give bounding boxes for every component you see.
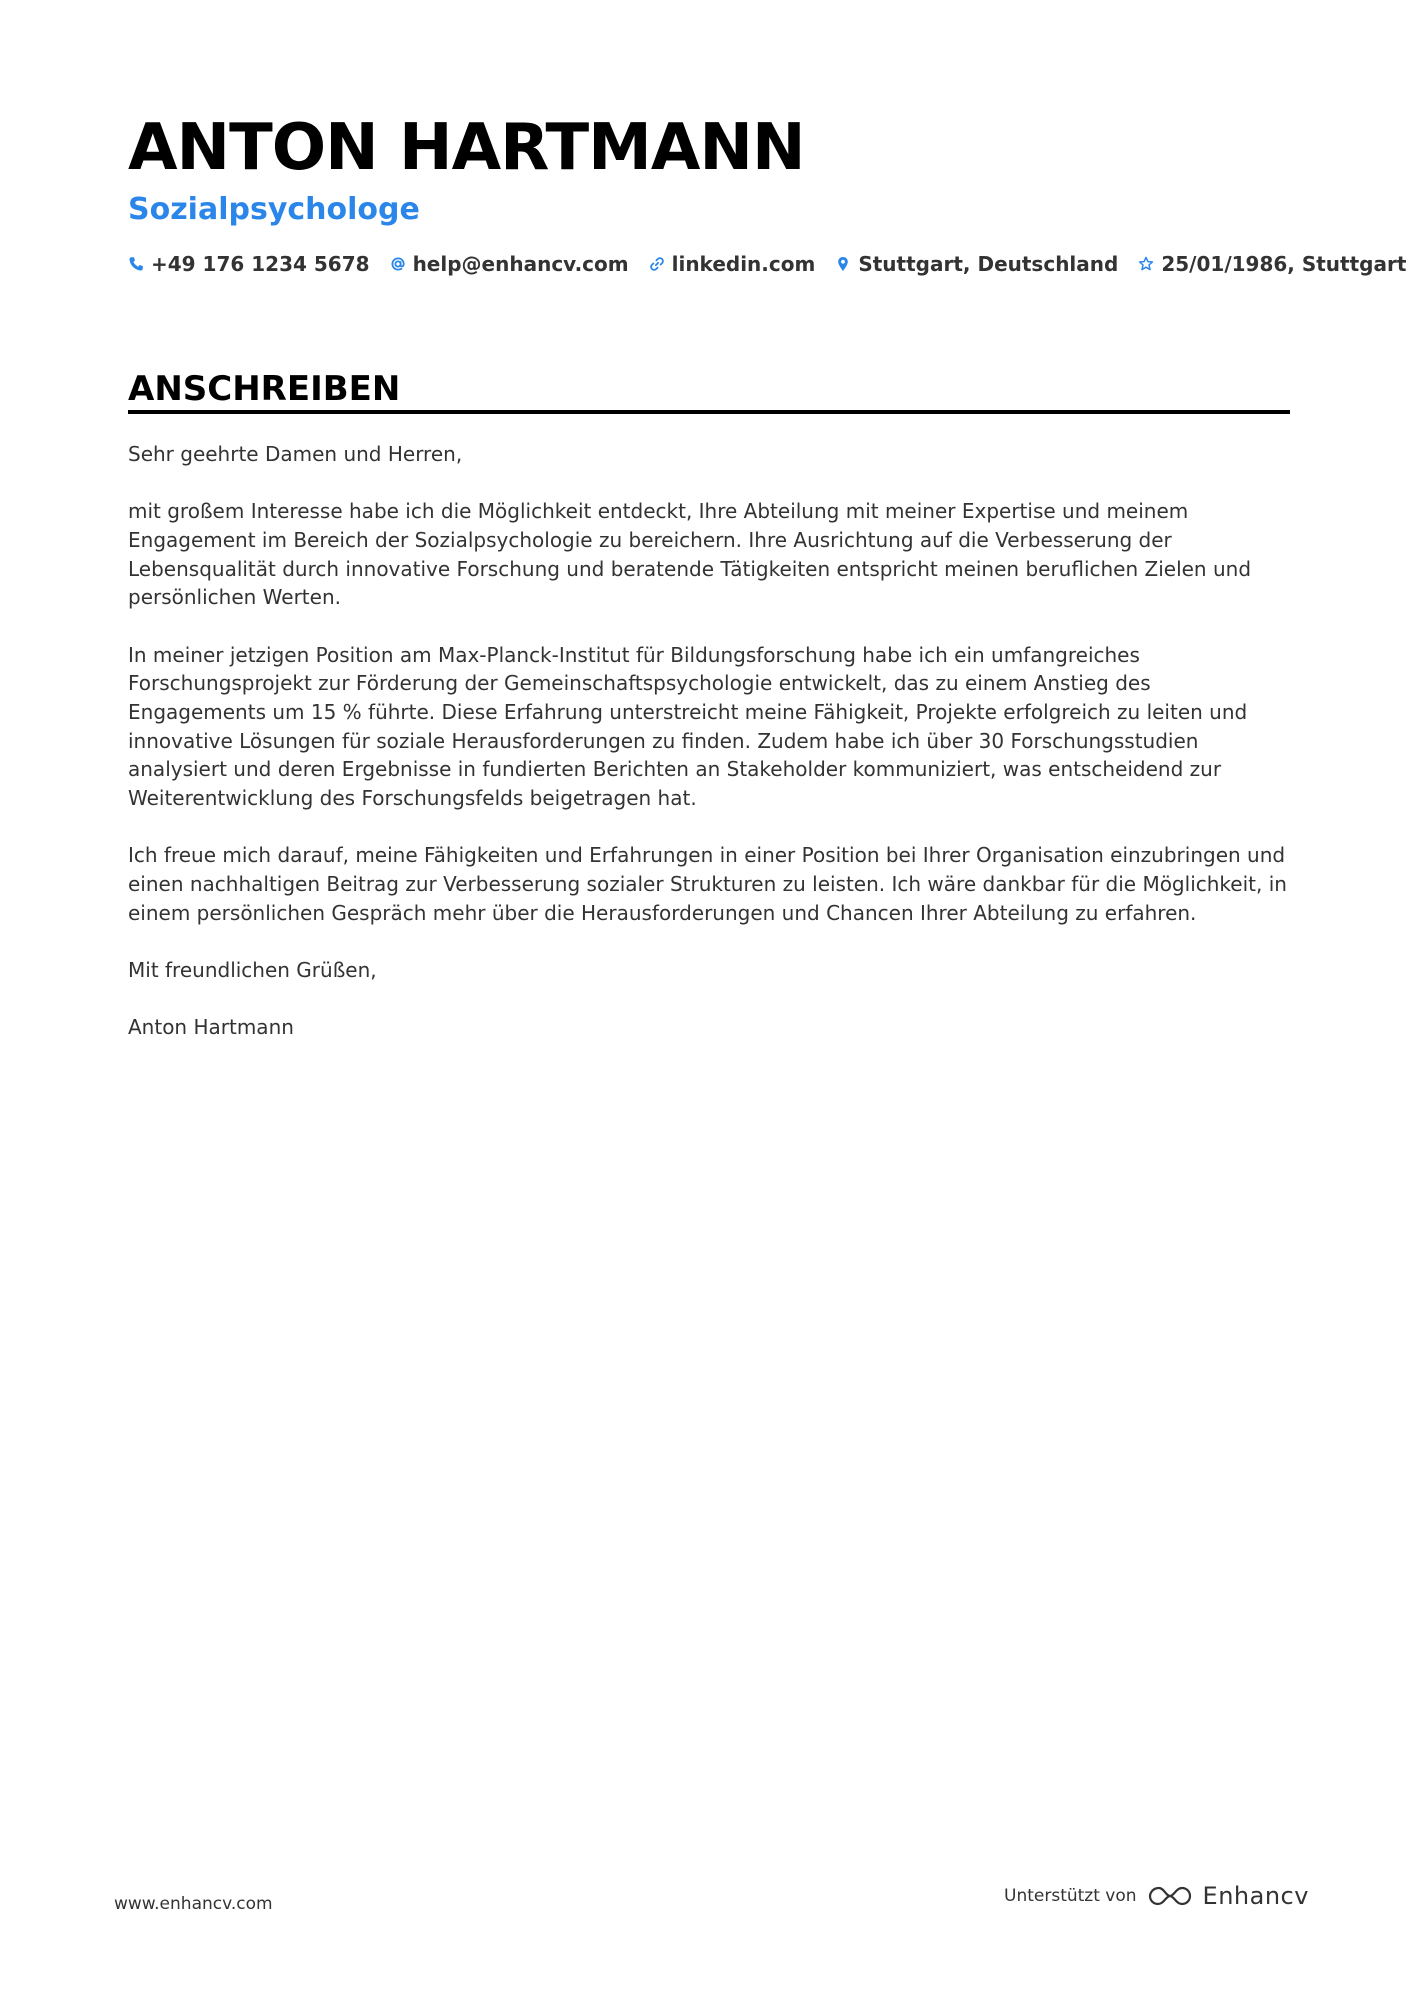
location-pin-icon bbox=[835, 256, 851, 272]
contact-phone bbox=[128, 252, 370, 276]
footer-branding bbox=[1004, 1882, 1309, 1910]
section-divider bbox=[128, 410, 1290, 414]
footer-website[interactable]: www.enhancv.com bbox=[114, 1894, 273, 1914]
link-icon bbox=[649, 256, 665, 272]
letter-body bbox=[128, 440, 1293, 1070]
letter-closing: Mit freundlichen Grüßen, bbox=[128, 957, 377, 982]
at-icon bbox=[390, 256, 406, 272]
job-title: Sozialpsychologe bbox=[128, 192, 420, 227]
contact-phone-text: +49 176 1234 5678 bbox=[151, 252, 370, 276]
star-icon bbox=[1138, 256, 1154, 272]
contact-email bbox=[390, 252, 629, 276]
letter-paragraph: In meiner jetzigen Position am Max-Planck-Institut für Bildungsforschung habe ich ein umfangreiches Forschungsprojekt zur Förderung der Gemeinschaftspsychologie entwickelt, das zu einem Anstieg des Engagements um 15 % führte. Diese Erfahrung unterstreicht meine Fähigkeit, Projekte erfolgreich zu leiten und innovative Lösungen für soziale Herausforderungen zu finden. Zudem habe ich über 30 Forschungsstudien analysiert und deren Ergebnisse in fundierten Berichten an Stakeholder kommuniziert, was entscheidend zur Weiterentwicklung des Forschungsfelds beigetragen hat. bbox=[128, 642, 1248, 811]
letter-paragraph: Ich freue mich darauf, meine Fähigkeiten und Erfahrungen in einer Position bei Ihrer Organisation einzubringen und einen nachhaltigen Beitrag zur Verbesserung sozialer Strukturen zu leisten. Ich wäre dankbar für die Möglichkeit, in einem persönlichen Gespräch mehr über die Herausforderungen und Chancen Ihrer Abteilung zu erfahren. bbox=[128, 843, 1287, 925]
section-heading: ANSCHREIBEN bbox=[128, 369, 401, 409]
phone-icon bbox=[128, 256, 144, 272]
contact-email-text[interactable]: help@enhancv.com bbox=[412, 252, 629, 276]
applicant-name: ANTON HARTMANN bbox=[128, 111, 805, 185]
contact-bar bbox=[128, 252, 1406, 276]
contact-location-text: Stuttgart, Deutschland bbox=[858, 252, 1119, 276]
powered-by-label: Unterstützt von bbox=[1004, 1886, 1137, 1906]
letter-salutation: Sehr geehrte Damen und Herren, bbox=[128, 442, 463, 466]
letter-paragraph: mit großem Interesse habe ich die Möglichkeit entdeckt, Ihre Abteilung mit meiner Expertise und meinem Engagement im Bereich der Sozialpsychologie zu bereichern. Ihre Ausrichtung auf die Verbesserung der Lebensqualität durch innovative Forschung und beratende Tätigkeiten entspricht meinen beruflichen Zielen und persönlichen Werten. bbox=[128, 499, 1252, 610]
contact-location bbox=[835, 252, 1118, 276]
contact-linkedin bbox=[649, 252, 816, 276]
letter-signature: Anton Hartmann bbox=[128, 1015, 294, 1040]
contact-birth bbox=[1138, 252, 1406, 276]
contact-birth-text: 25/01/1986, Stuttgart bbox=[1161, 252, 1407, 276]
enhancv-logo-icon bbox=[1147, 1883, 1193, 1909]
contact-linkedin-text[interactable]: linkedin.com bbox=[671, 252, 816, 276]
brand-wordmark: Enhancv bbox=[1202, 1882, 1309, 1910]
